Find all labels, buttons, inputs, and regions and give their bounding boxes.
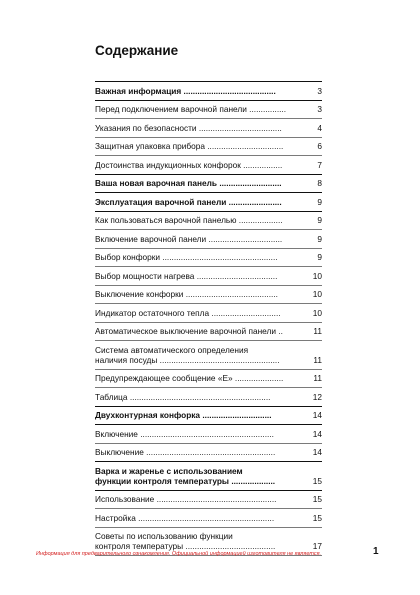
page-title: Содержание	[95, 43, 179, 58]
footer-disclaimer: Информация для предварительного ознакомления. Официальной информацией изготовителя не является.	[36, 551, 322, 557]
toc-entry-page: 9	[317, 233, 322, 244]
toc-entry-text: Ваша новая варочная панель ...........................	[95, 178, 282, 188]
toc-entry-page: 17	[312, 541, 322, 551]
toc-entry-text	[95, 466, 304, 486]
toc-entry-text: Как пользоваться варочной панелью ...................	[95, 215, 283, 225]
toc-entry-page: 3	[317, 104, 322, 114]
toc-entry-text: Выбор мощности нагрева ...................................	[95, 270, 278, 281]
toc-entry-page: 10	[312, 289, 322, 299]
toc-entry-page: 15	[312, 475, 322, 486]
toc-entry[interactable]	[95, 101, 322, 120]
toc-entry-line: наличия посуды ....................................................	[95, 354, 280, 365]
page-number: 1	[373, 546, 379, 557]
toc-entry-line: Советы по использованию функции	[95, 531, 233, 541]
toc-entry-page: 6	[317, 141, 322, 151]
toc-entry-page: 10	[312, 307, 322, 318]
toc-entry[interactable]	[95, 193, 322, 212]
toc-entry-text: Защитная упаковка прибора .................................	[95, 141, 284, 151]
toc-entry-text: Важная информация ........................................	[95, 85, 276, 96]
toc-entry[interactable]	[95, 249, 322, 268]
toc-entry-page: 9	[317, 252, 322, 262]
toc-entry-line: контроля температуры .......................................	[95, 541, 276, 551]
toc-entry-page: 9	[317, 196, 322, 207]
toc-entry-page: 12	[312, 391, 322, 402]
toc-entry[interactable]	[95, 138, 322, 157]
toc-entry[interactable]	[95, 119, 322, 138]
toc-entry[interactable]	[95, 304, 322, 323]
toc-entry[interactable]	[95, 491, 322, 510]
toc-entry[interactable]	[95, 341, 322, 370]
toc-entry-text: Автоматическое выключение варочной панели ..	[95, 326, 283, 336]
toc-entry-page: 7	[317, 159, 322, 170]
toc-entry-page: 11	[313, 326, 322, 336]
toc-entry-text	[95, 531, 304, 551]
toc-entry-text: Настройка ...........................................................	[95, 512, 275, 523]
toc-entry-text: Выключение ........................................................	[95, 447, 276, 457]
toc-entry-page: 15	[312, 494, 322, 504]
toc-entry-text: Индикатор остаточного тепла ..............................	[95, 307, 281, 318]
toc-entry-page: 10	[312, 270, 322, 281]
toc-entry-text: Двухконтурная конфорка ..............................	[95, 410, 272, 420]
toc-entry[interactable]	[95, 212, 322, 231]
toc-entry-text	[95, 345, 304, 365]
toc-entry[interactable]	[95, 407, 322, 426]
toc-entry[interactable]	[95, 509, 322, 528]
toc-entry-text: Выбор конфорки ..................................................	[95, 252, 278, 262]
toc-entry-page: 15	[312, 512, 322, 523]
toc-entry[interactable]	[95, 230, 322, 249]
toc-entry-page: 14	[312, 447, 322, 457]
table-of-contents	[95, 81, 322, 556]
toc-entry[interactable]	[95, 425, 322, 444]
toc-entry[interactable]	[95, 462, 322, 491]
toc-entry-line: Система автоматического определения	[95, 344, 249, 355]
toc-entry-page: 11	[313, 354, 322, 365]
toc-entry-page: 3	[317, 85, 322, 96]
toc-entry[interactable]	[95, 286, 322, 305]
toc-entry-page: 8	[317, 178, 322, 188]
toc-entry-text: Использование ....................................................	[95, 494, 277, 504]
toc-entry-page: 9	[317, 215, 322, 225]
toc-entry-text: Включение ..........................................................	[95, 428, 274, 439]
toc-entry[interactable]	[95, 444, 322, 463]
toc-entry[interactable]	[95, 370, 322, 389]
toc-entry-line: функции контроля температуры ...................	[95, 475, 276, 486]
toc-entry-text: Предупреждающее сообщение «E» .....................	[95, 373, 284, 383]
toc-entry-line: Варка и жаренье с использованием	[95, 465, 243, 476]
toc-entry-page: 14	[312, 410, 322, 420]
toc-entry-text: Перед подключением варочной панели ................	[95, 104, 287, 114]
toc-entry-text: Выключение конфорки ........................................	[95, 289, 278, 299]
toc-entry[interactable]	[95, 175, 322, 194]
toc-entry-text: Достоинства индукционных конфорок .................	[95, 159, 283, 170]
toc-entry-text: Эксплуатация варочной панели .......................	[95, 196, 282, 207]
toc-entry-text: Включение варочной панели ................................	[95, 233, 283, 244]
toc-entry[interactable]	[95, 81, 322, 101]
toc-entry-text: Указания по безопасности ....................................	[95, 122, 282, 133]
toc-entry-page: 14	[312, 428, 322, 439]
toc-entry-page: 11	[313, 373, 322, 383]
toc-entry-page: 4	[317, 122, 322, 133]
toc-entry[interactable]	[95, 267, 322, 286]
toc-entry-text: Таблица .............................................................	[95, 391, 271, 402]
toc-entry[interactable]	[95, 388, 322, 407]
toc-entry[interactable]	[95, 323, 322, 342]
toc-entry[interactable]	[95, 156, 322, 175]
